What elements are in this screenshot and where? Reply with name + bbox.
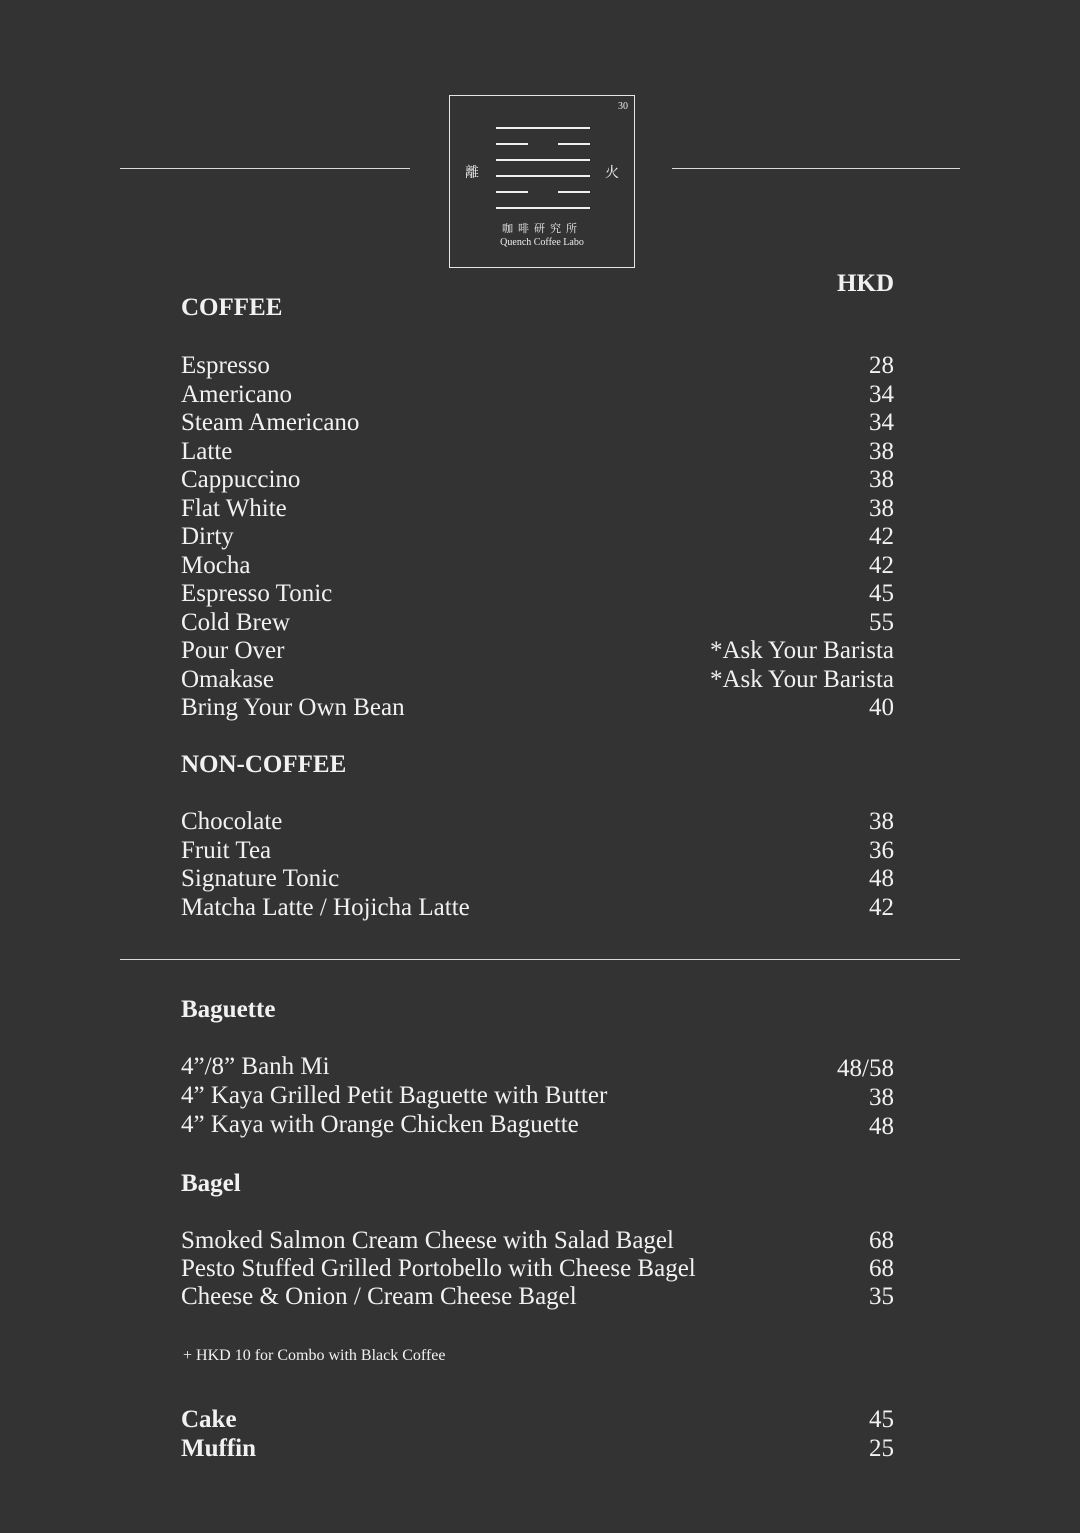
menu-item-name: Muffin <box>181 1434 256 1462</box>
menu-item-price: 45 <box>869 1406 894 1433</box>
menu-item-name: Espresso Tonic <box>181 580 333 607</box>
section-title-baguette: Baguette <box>181 996 276 1023</box>
menu-item-price: 38 <box>869 466 894 493</box>
menu-item-price: 48 <box>869 1113 894 1140</box>
hexagram-segment <box>496 175 590 177</box>
menu-item-name: Steam Americano <box>181 409 360 436</box>
header-rule-right <box>672 168 960 169</box>
hexagram-icon <box>496 127 590 223</box>
menu-item-price: 48/58 <box>837 1055 894 1082</box>
menu-item-price: 25 <box>869 1434 894 1462</box>
menu-item-price: 40 <box>869 694 894 721</box>
menu-item-name: 4” Kaya Grilled Petit Baguette with Butter <box>181 1082 608 1109</box>
hexagram-line <box>496 159 590 161</box>
hexagram-segment <box>496 159 590 161</box>
menu-item-name: Pesto Stuffed Grilled Portobello with Cheese Bagel <box>181 1255 696 1282</box>
hexagram-segment <box>496 191 528 193</box>
menu-item-name: Bring Your Own Bean <box>181 694 405 721</box>
menu-item-name: Espresso <box>181 352 270 379</box>
hexagram-line <box>496 127 590 129</box>
logo-chinese-name: 咖啡研究所 <box>502 223 582 235</box>
hexagram-line <box>496 143 590 145</box>
section-title-bagel: Bagel <box>181 1170 241 1197</box>
menu-item-name: Pour Over <box>181 637 285 664</box>
menu-item-price: 34 <box>869 409 894 436</box>
menu-item-name: Flat White <box>181 494 287 522</box>
menu-item-name: Cappuccino <box>181 466 301 493</box>
menu-item-name: Omakase <box>181 665 275 693</box>
logo <box>449 95 635 268</box>
menu-item-price: 38 <box>869 494 894 522</box>
hexagram-segment <box>496 127 590 129</box>
logo-number: 30 <box>618 101 628 112</box>
section-divider <box>120 959 960 960</box>
menu-item-name: Fruit Tea <box>181 836 272 864</box>
logo-english-name: Quench Coffee Labo <box>500 237 584 248</box>
menu-item-price: 45 <box>869 580 894 607</box>
menu-item-price: 35 <box>869 1283 894 1310</box>
menu-item-price: 38 <box>869 437 894 465</box>
menu-item-name: Cheese & Onion / Cream Cheese Bagel <box>181 1283 577 1310</box>
hexagram-segment <box>496 143 528 145</box>
menu-item-name: Mocha <box>181 551 251 579</box>
menu-item-name: Smoked Salmon Cream Cheese with Salad Bagel <box>181 1227 674 1254</box>
menu-item-name: Signature Tonic <box>181 865 340 892</box>
menu-item-price: 38 <box>869 1084 894 1111</box>
hexagram-segment <box>558 191 590 193</box>
menu-item-name: Dirty <box>181 523 234 550</box>
menu-item-name: Cake <box>181 1406 237 1433</box>
hexagram-line <box>496 175 590 177</box>
menu-item-price: 42 <box>869 893 894 921</box>
hexagram-line <box>496 191 590 193</box>
menu-item-name: Matcha Latte / Hojicha Latte <box>181 893 470 921</box>
menu-item-price: 68 <box>869 1255 894 1282</box>
menu-item-price: 38 <box>869 808 894 835</box>
combo-note: + HKD 10 for Combo with Black Coffee <box>183 1347 446 1364</box>
menu-item-name: Cold Brew <box>181 608 291 636</box>
menu-item-name: Americano <box>181 380 293 408</box>
section-title-non-coffee: NON-COFFEE <box>181 751 347 778</box>
hexagram-segment <box>496 207 590 209</box>
logo-left-char: 離 <box>465 166 479 181</box>
menu-item-name: Latte <box>181 437 233 465</box>
currency-header: HKD <box>837 270 894 297</box>
hexagram-segment <box>558 143 590 145</box>
menu-item-price: *Ask Your Barista <box>709 665 894 693</box>
menu-item-price: 48 <box>869 865 894 892</box>
section-title-coffee: COFFEE <box>181 294 283 321</box>
logo-right-char: 火 <box>605 166 619 181</box>
menu-item-price: 42 <box>869 523 894 550</box>
menu-item-price: 34 <box>869 380 894 408</box>
menu-item-name: 4”/8” Banh Mi <box>181 1053 330 1080</box>
menu-item-price: 36 <box>869 836 894 864</box>
header-rule-left <box>120 168 410 169</box>
menu-item-name: Chocolate <box>181 808 283 835</box>
menu-item-price: 42 <box>869 551 894 579</box>
hexagram-line <box>496 207 590 209</box>
menu-item-price: *Ask Your Barista <box>709 637 894 664</box>
menu-item-price: 55 <box>869 608 894 636</box>
menu-item-name: 4” Kaya with Orange Chicken Baguette <box>181 1111 579 1138</box>
menu-item-price: 68 <box>869 1227 894 1254</box>
menu-item-price: 28 <box>869 352 894 379</box>
